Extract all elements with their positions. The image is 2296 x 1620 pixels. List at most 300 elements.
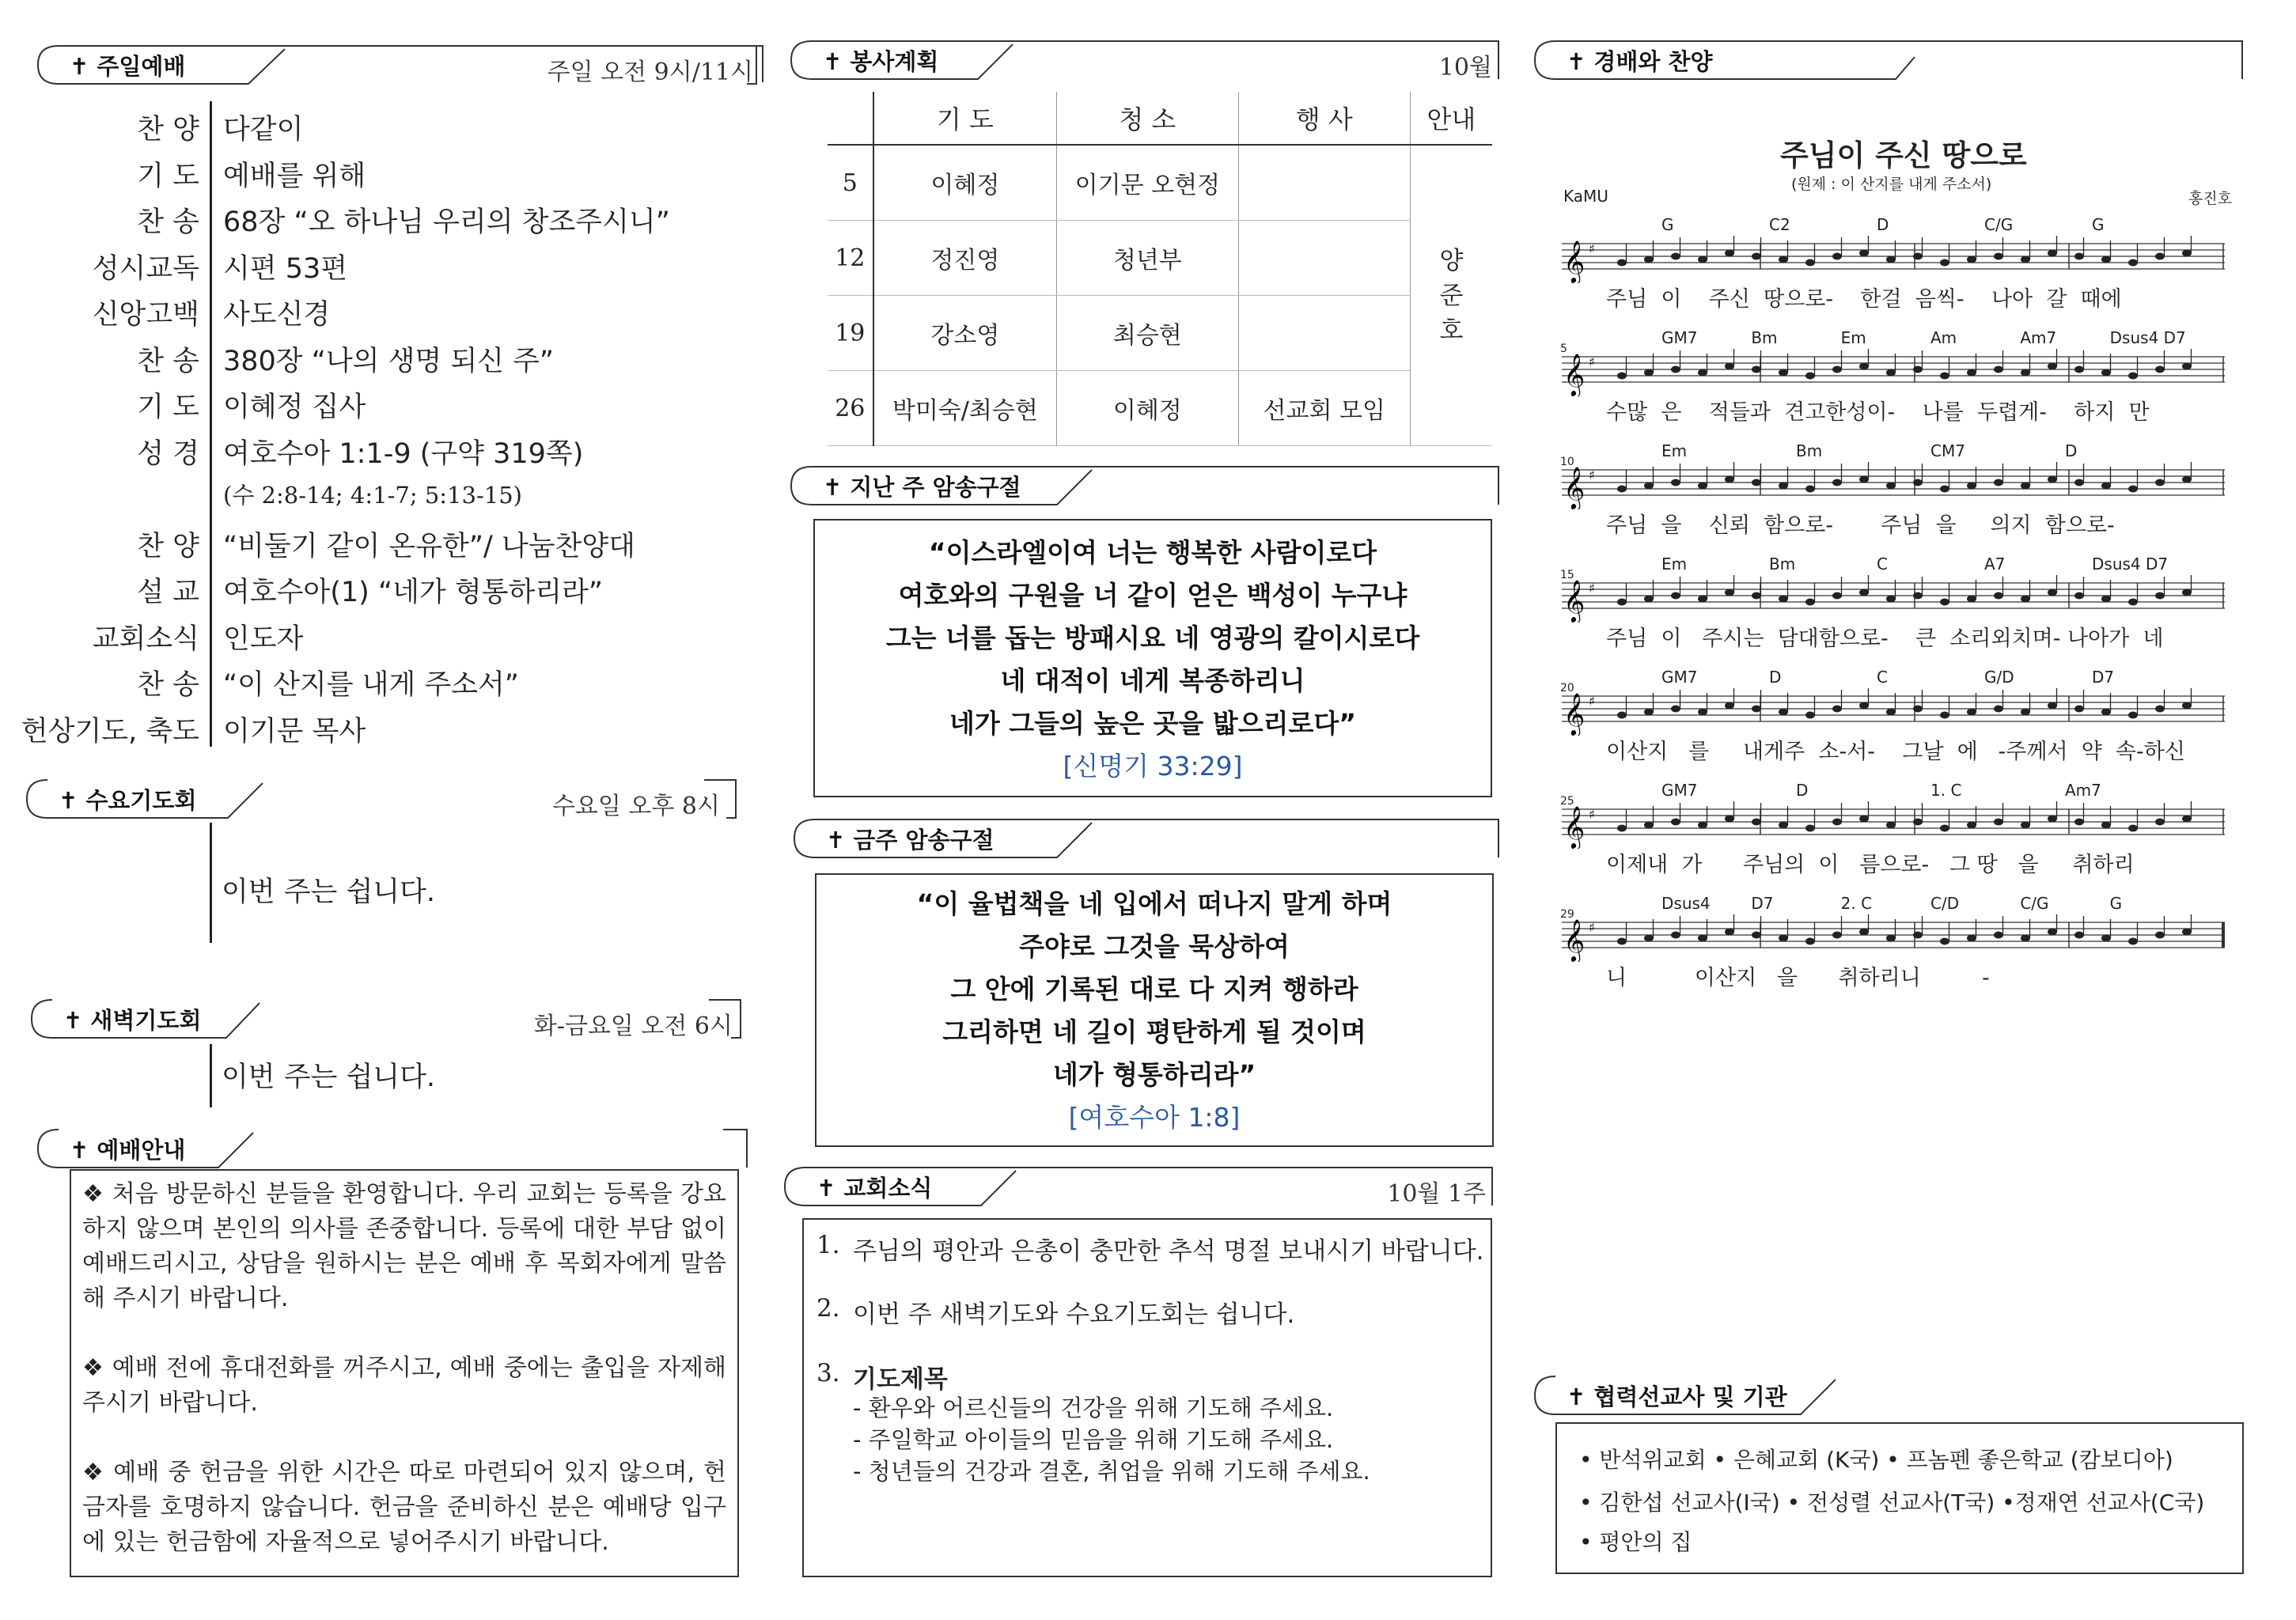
order-label: 성시교독	[92, 252, 199, 285]
treble-clef-icon: 𝄞	[1563, 692, 1586, 735]
order-value: 이기문 목사	[223, 715, 366, 748]
sharp-icon: ♯	[1589, 694, 1595, 709]
note-head	[2074, 819, 2084, 826]
note-head	[1832, 479, 1842, 486]
note-head	[1832, 932, 1842, 939]
section-title: ✝ 경배와 찬양	[1567, 48, 1713, 75]
chord-symbol: G	[2092, 215, 2105, 234]
section-header-worship-song	[1532, 38, 2244, 84]
note-head	[1940, 599, 1949, 606]
note-head	[1644, 596, 1654, 603]
note-head	[1967, 709, 1976, 716]
note-head	[2074, 706, 2084, 713]
note-head	[2101, 369, 2111, 377]
note-head	[2182, 816, 2192, 823]
chord-symbol: D	[1796, 781, 1809, 800]
verse-line: 여호와의 구원을 너 같이 얻은 백성이 누구냐	[898, 580, 1408, 611]
note-head	[2182, 589, 2192, 596]
verse-line: 네가 형통하리라”	[1052, 1059, 1256, 1090]
note-head	[1886, 483, 1896, 490]
order-label: 찬 양	[137, 114, 199, 146]
section-title: ✝ 금주 암송구절	[826, 827, 995, 854]
note-head	[1859, 250, 1869, 257]
note-head	[1886, 822, 1896, 829]
worship-order-row	[0, 564, 712, 610]
note-head	[1617, 486, 1627, 493]
chord-symbol: A7	[1984, 555, 2006, 573]
measure-number: 5	[1560, 343, 1567, 355]
note-head	[2155, 366, 2165, 373]
section-title: ✝ 수요기도회	[59, 787, 197, 814]
note-head	[1859, 702, 1869, 710]
note-head	[1617, 938, 1627, 945]
chord-symbol: G	[2109, 894, 2123, 913]
chord-symbol: C/G	[1984, 215, 2014, 234]
note-head	[2182, 702, 2192, 710]
measure-number: 25	[1560, 795, 1574, 808]
table-row	[828, 145, 1492, 221]
note-head	[2155, 819, 2165, 826]
order-label: 찬 송	[137, 206, 199, 238]
news-item: 기도제목	[853, 1365, 948, 1394]
note-head	[1617, 599, 1627, 606]
chord-symbol: 1. C	[1930, 781, 1962, 800]
note-head	[1859, 816, 1869, 823]
note-head	[1994, 253, 2003, 260]
note-head	[1644, 709, 1654, 716]
lyric-line: 이산지 를 내게주 소-서- 그날 에 -주께서 약 속-하신	[1606, 740, 2185, 764]
note-head	[1994, 819, 2003, 826]
note-head	[1698, 596, 1707, 603]
note-head	[1994, 592, 2003, 600]
treble-clef-icon: 𝄞	[1563, 805, 1586, 848]
note-head	[1779, 256, 1788, 263]
service-time: 주일 오전 9시/11시	[547, 59, 753, 86]
note-head	[2021, 369, 2030, 377]
chord-symbol: C/G	[2020, 894, 2049, 913]
order-value: “비둘기 같이 온유한”/ 나눔찬양대	[223, 530, 635, 562]
chord-symbol: Am7	[2065, 781, 2101, 800]
note-head	[2182, 476, 2192, 483]
measure-number: 10	[1560, 456, 1574, 468]
note-head	[1859, 589, 1869, 596]
worship-order-row	[0, 611, 712, 657]
prayer-cell: 정진영	[873, 221, 1057, 296]
prayer-item: - 청년들의 건강과 결혼, 취업을 위해 기도해 주세요.	[853, 1458, 1370, 1485]
sharp-icon: ♯	[1589, 581, 1595, 596]
note-head	[2128, 486, 2138, 493]
note-head	[1644, 822, 1654, 829]
column-header: 행 사	[1238, 92, 1410, 145]
note-head	[2182, 250, 2192, 257]
month-label: 10월	[1438, 54, 1492, 81]
column-header: 안내	[1410, 92, 1492, 145]
treble-clef-icon: 𝄞	[1563, 353, 1586, 396]
note-head	[2155, 706, 2165, 713]
note-head	[1698, 483, 1707, 490]
section-title: ✝ 예배안내	[70, 1137, 186, 1164]
section-header-last-verse	[788, 464, 1500, 509]
note-head	[2101, 709, 2111, 716]
note-head	[1779, 369, 1788, 377]
sheet-music	[1551, 207, 2231, 1038]
chord-symbol: Em	[1840, 328, 1866, 347]
note-head	[1725, 929, 1734, 936]
staff	[1551, 801, 2231, 849]
verse-line: 네가 그들의 높은 곳을 밟으리로다”	[949, 708, 1356, 739]
week-cell: 12	[828, 221, 873, 296]
chord-symbol: Dsus4 D7	[2109, 328, 2186, 347]
event-cell	[1238, 221, 1410, 296]
order-value: 여호수아(1) “네가 형통하리라”	[223, 577, 604, 608]
mission-line: • 반석위교회 • 은혜교회 (K국) • 프놈펜 좋은학교 (캄보디아)	[1579, 1447, 2173, 1473]
note-head	[2155, 479, 2165, 486]
treble-clef-icon: 𝄞	[1563, 240, 1586, 282]
note-head	[1725, 476, 1734, 483]
measure-number: 15	[1560, 569, 1574, 581]
section-header-guide	[35, 1126, 747, 1172]
note-head	[1725, 363, 1734, 370]
staff	[1551, 349, 2231, 396]
note-head	[1752, 706, 1761, 713]
cleaning-cell: 이혜정	[1057, 371, 1238, 446]
order-value: (수 2:8-14; 4:1-7; 5:13-15)	[223, 482, 522, 509]
note-head	[2155, 592, 2165, 600]
note-head	[1725, 702, 1734, 710]
order-label: 성 경	[137, 437, 199, 470]
mission-line: • 김한섭 선교사(I국) • 전성렬 선교사(T국) •정재연 선교사(C국)	[1579, 1489, 2205, 1516]
order-value: 시편 53편	[223, 252, 348, 285]
note-head	[1779, 596, 1788, 603]
cleaning-cell: 청년부	[1057, 221, 1238, 296]
note-head	[1859, 929, 1869, 936]
sharp-icon: ♯	[1589, 241, 1595, 256]
note-head	[2182, 363, 2192, 370]
section-title: ✝ 협력선교사 및 기관	[1567, 1383, 1787, 1410]
order-value: 사도신경	[223, 299, 331, 331]
note-head	[2074, 366, 2084, 373]
sharp-icon: ♯	[1589, 354, 1595, 369]
song-subtitle: (원제 : 이 산지를 내게 주소서)	[1791, 176, 1992, 193]
cleaning-cell: 최승현	[1057, 296, 1238, 371]
note-head	[1671, 819, 1680, 826]
worship-order-row	[0, 379, 712, 425]
staff	[1551, 236, 2231, 283]
worship-order-row	[0, 333, 712, 379]
composer: 홍진호	[2188, 190, 2233, 207]
note-head	[2021, 822, 2030, 829]
note-head	[1940, 259, 1949, 267]
chord-symbol: C2	[1769, 215, 1790, 234]
note-head	[2128, 938, 2138, 945]
service-time: 화-금요일 오전 6시	[533, 1012, 733, 1040]
chord-symbol: Am7	[2020, 328, 2057, 347]
note-head	[2021, 935, 2030, 942]
note-head	[1752, 819, 1761, 826]
note-head	[1671, 253, 1680, 260]
chord-symbol: 2. C	[1840, 894, 1873, 913]
note-head	[2021, 709, 2030, 716]
note-head	[1644, 369, 1654, 377]
worship-order-row	[0, 518, 712, 564]
chord-symbol: GM7	[1661, 328, 1698, 347]
table-header-row	[828, 92, 1492, 145]
note-head	[1805, 712, 1815, 719]
note-head	[2048, 929, 2057, 936]
order-label: 찬 송	[137, 669, 199, 701]
sharp-icon: ♯	[1589, 807, 1595, 822]
treble-clef-icon: 𝄞	[1563, 918, 1586, 961]
chord-symbol: D	[2065, 441, 2078, 460]
song-title: 주님이 주신 땅으로	[1780, 138, 2027, 172]
week-header	[828, 92, 873, 145]
note-head	[1832, 253, 1842, 260]
lyric-line: 주님 이 주신 땅으로- 한걸 음씩- 나아 갈 때에	[1606, 287, 2122, 312]
order-label: 신앙고백	[92, 299, 199, 331]
service-time: 수요일 오후 8시	[551, 793, 720, 820]
guide-paragraph-phone: ❖ 예배 전에 휴대전화를 꺼주시고, 예배 중에는 출입을 자제해 주시기 바랍니다.	[82, 1354, 726, 1417]
note-divider	[210, 1044, 212, 1107]
note-head	[1725, 589, 1734, 596]
guide-paragraph-offering: ❖ 예배 중 헌금을 위한 시간은 따로 마련되어 있지 않으며, 헌금자를 호명하지 않습니다. 헌금을 준비하신 분은 예배당 입구에 있는 헌금함에 자율적으로 넣어주시기 바랍니다.	[82, 1459, 726, 1556]
note-head	[1967, 256, 1976, 263]
note-head	[1940, 938, 1949, 945]
chord-symbol: GM7	[1661, 668, 1698, 687]
verse-line: “이스라엘이여 너는 행복한 사람이로다	[928, 537, 1377, 568]
note-head	[1698, 369, 1707, 377]
order-label: 기 도	[137, 160, 199, 192]
note-head	[1698, 709, 1707, 716]
verse-line: 주야로 그것을 묵상하여	[1019, 931, 1290, 962]
chord-symbol: C	[1877, 555, 1888, 573]
note-head	[1805, 938, 1815, 945]
note-head	[2101, 596, 2111, 603]
note-head	[1671, 932, 1680, 939]
chord-symbol: D7	[1751, 894, 1774, 913]
note-head	[1967, 822, 1976, 829]
note-head	[1967, 596, 1976, 603]
staff	[1551, 688, 2231, 736]
note-head	[1671, 366, 1680, 373]
note-head	[1671, 592, 1680, 600]
guide-name-char: 준	[1439, 281, 1464, 310]
chord-symbol: Bm	[1751, 328, 1778, 347]
note-head	[1698, 822, 1707, 829]
wednesday-note: 이번 주는 쉽니다.	[222, 876, 436, 908]
note-head	[2182, 929, 2192, 936]
chord-symbol: G	[1661, 215, 1674, 234]
verse-reference: [신명기 33:29]	[1063, 751, 1243, 782]
note-head	[1886, 709, 1896, 716]
note-head	[2021, 256, 2030, 263]
section-title: ✝ 지난 주 암송구절	[823, 474, 1021, 501]
note-head	[1832, 592, 1842, 600]
staff	[1551, 575, 2231, 623]
chord-symbol: C	[1877, 668, 1888, 687]
note-head	[1832, 819, 1842, 826]
note-head	[1617, 259, 1627, 267]
order-label: 기 도	[137, 392, 199, 423]
table-row	[828, 296, 1492, 371]
chord-symbol: Bm	[1769, 555, 1796, 573]
chord-symbol: Am	[1930, 328, 1957, 347]
guide-box	[70, 1169, 739, 1577]
note-head	[2048, 250, 2057, 257]
note-head	[2074, 253, 2084, 260]
note-head	[1698, 935, 1707, 942]
verse-line: 그 안에 기록된 대로 다 지켜 행하라	[950, 974, 1358, 1005]
order-label: 찬 송	[137, 345, 199, 377]
note-head	[1913, 253, 1923, 260]
order-value: 다같이	[223, 114, 304, 146]
section-header-this-verse	[791, 816, 1503, 862]
note-head	[1644, 935, 1654, 942]
note-head	[1913, 479, 1923, 486]
week-cell: 19	[828, 296, 873, 371]
event-cell	[1238, 296, 1410, 371]
chord-symbol: G/D	[1984, 668, 2014, 687]
order-value: 인도자	[223, 623, 304, 655]
lyric-line: 주님 이 주시는 담대함으로- 큰 소리외치며- 나아가 네	[1606, 626, 2164, 651]
order-label: 교회소식	[92, 623, 199, 655]
note-head	[1752, 366, 1761, 373]
section-header-sunday	[35, 43, 753, 89]
section-title: ✝ 교회소식	[816, 1175, 933, 1202]
mission-line: • 평안의 집	[1579, 1529, 1692, 1555]
note-head	[1994, 366, 2003, 373]
note-head	[1671, 706, 1680, 713]
treble-clef-icon: 𝄞	[1563, 466, 1586, 509]
news-number: 3.	[816, 1359, 840, 1387]
worship-order-row	[0, 703, 712, 749]
note-head	[1832, 366, 1842, 373]
note-head	[2074, 479, 2084, 486]
note-head	[1698, 256, 1707, 263]
prayer-item: - 주일학교 아이들의 믿음을 위해 기도해 주세요.	[853, 1426, 1334, 1453]
news-box	[802, 1218, 1492, 1577]
verse-reference: [여호수아 1:8]	[1068, 1102, 1241, 1133]
order-value: 예배를 위해	[223, 160, 366, 192]
chord-symbol: Em	[1661, 555, 1688, 573]
note-head	[2074, 932, 2084, 939]
column-header: 청 소	[1057, 92, 1238, 145]
note-head	[1913, 366, 1923, 373]
worship-order-row	[0, 101, 712, 147]
note-head	[1886, 935, 1896, 942]
order-value: “이 산지를 내게 주소서”	[223, 669, 519, 701]
note-head	[1859, 476, 1869, 483]
worship-order-row	[0, 471, 712, 517]
section-title: ✝ 주일예배	[70, 53, 186, 80]
note-head	[2101, 822, 2111, 829]
worship-order-row	[0, 286, 712, 332]
note-head	[1994, 706, 2003, 713]
missions-box	[1555, 1422, 2244, 1574]
treble-clef-icon: 𝄞	[1563, 579, 1586, 622]
column-header: 기 도	[873, 92, 1057, 145]
note-head	[1940, 373, 1949, 380]
note-head	[2101, 935, 2111, 942]
order-value: 여호수아 1:1-9 (구약 319쪽)	[223, 437, 584, 470]
note-head	[1617, 825, 1627, 832]
note-head	[2155, 932, 2165, 939]
chord-symbol: Bm	[1796, 441, 1823, 460]
note-head	[1832, 706, 1842, 713]
guide-cell	[1410, 145, 1492, 446]
lyric-line: 니 이산지 을 취하리니 -	[1606, 966, 1990, 990]
note-head	[2128, 712, 2138, 719]
worship-order-list	[0, 101, 760, 750]
chord-symbol: Em	[1661, 441, 1688, 460]
sharp-icon: ♯	[1589, 920, 1595, 935]
section-header-missions	[1532, 1373, 2244, 1419]
staff	[1551, 462, 2231, 509]
order-value: 이혜정 집사	[223, 392, 366, 423]
order-label: 설 교	[137, 577, 199, 608]
note-head	[1805, 373, 1815, 380]
order-label: 찬 양	[137, 530, 199, 562]
note-head	[1671, 479, 1680, 486]
note-head	[1752, 932, 1761, 939]
note-head	[1994, 932, 2003, 939]
week-label: 10월 1주	[1387, 1180, 1486, 1208]
note-head	[2101, 483, 2111, 490]
section-title: ✝ 봉사계획	[823, 48, 939, 75]
dawn-note: 이번 주는 쉽니다.	[222, 1062, 436, 1093]
note-head	[1859, 363, 1869, 370]
note-head	[1940, 712, 1949, 719]
note-head	[2048, 476, 2057, 483]
note-head	[1886, 369, 1896, 377]
note-head	[1805, 599, 1815, 606]
this-verse-box	[815, 873, 1494, 1147]
worship-order-row	[0, 657, 712, 702]
publisher: KaMU	[1563, 187, 1608, 206]
note-head	[2021, 596, 2030, 603]
note-head	[2021, 483, 2030, 490]
note-head	[1752, 479, 1761, 486]
note-head	[1725, 250, 1734, 257]
note-head	[1940, 825, 1949, 832]
note-head	[1913, 592, 1923, 600]
note-head	[1886, 596, 1896, 603]
note-head	[2048, 589, 2057, 596]
note-head	[2048, 702, 2057, 710]
section-header-wednesday	[24, 777, 736, 823]
order-label: 헌상기도, 축도	[21, 715, 199, 748]
section-header-service-plan	[788, 38, 1500, 84]
news-number: 2.	[816, 1294, 840, 1323]
lyric-line: 주님 을 신뢰 함으로- 주님 을 의지 함으로-	[1606, 513, 2115, 538]
note-head	[1913, 706, 1923, 713]
note-head	[2048, 363, 2057, 370]
chord-symbol: D	[1877, 215, 1889, 234]
worship-order-row	[0, 194, 712, 240]
note-head	[1644, 483, 1654, 490]
note-head	[2048, 816, 2057, 823]
note-head	[1805, 259, 1815, 267]
measure-number: 29	[1560, 908, 1574, 921]
worship-order-row	[0, 148, 712, 194]
service-plan-table	[828, 92, 1492, 446]
note-head	[1752, 592, 1761, 600]
note-divider	[210, 823, 212, 943]
measure-number: 20	[1560, 682, 1574, 695]
verse-line: 네 대적이 네게 복종하리니	[1000, 665, 1305, 696]
event-cell	[1238, 145, 1410, 221]
lyric-line: 수많 은 적들과 견고한성이- 나를 두렵게- 하지 만	[1606, 400, 2150, 425]
note-head	[1779, 822, 1788, 829]
